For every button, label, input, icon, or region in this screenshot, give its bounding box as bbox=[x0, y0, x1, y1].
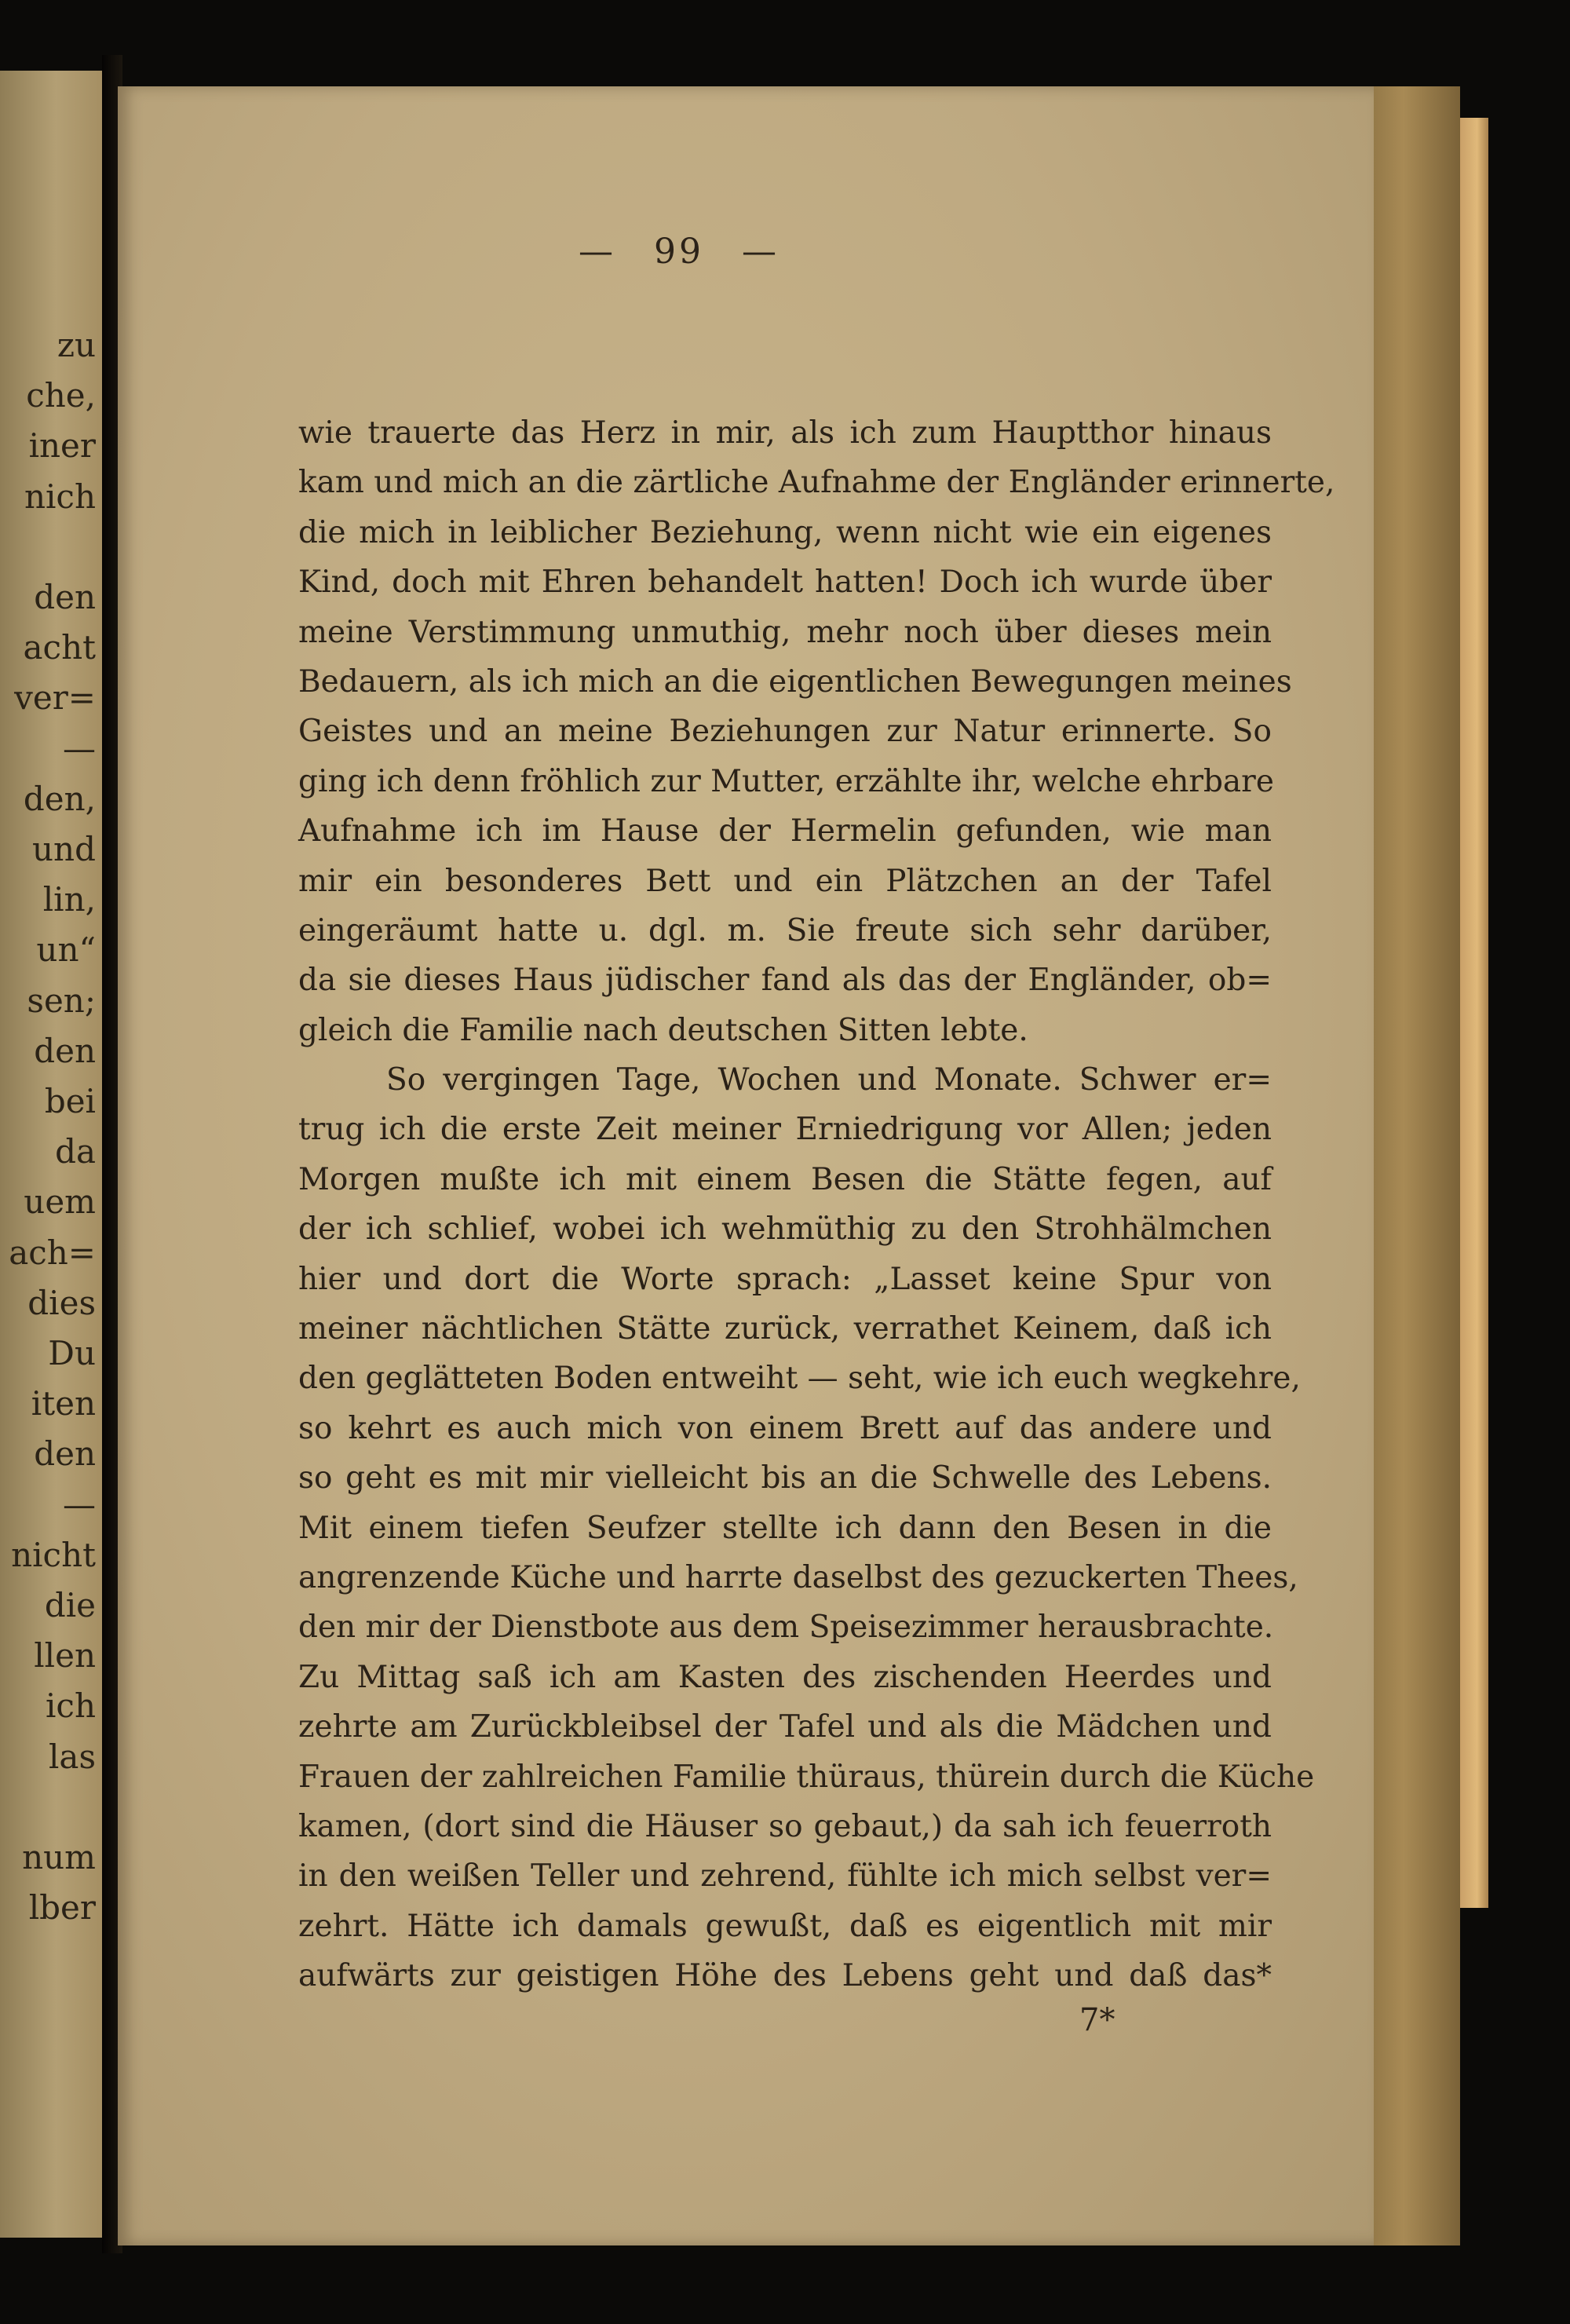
left-page-fragment: llen bbox=[34, 1636, 96, 1675]
left-page-fragment: num bbox=[22, 1838, 96, 1876]
text-line: so geht es mit mir vielleicht bis an die Schwelle des Lebens. bbox=[298, 1460, 1272, 1496]
left-page-fragment: da bbox=[55, 1132, 96, 1171]
text-line: zehrt. Hätte ich damals gewußt, daß es eigentlich mit mir bbox=[298, 1908, 1272, 1944]
left-page-fragment: iner bbox=[28, 426, 96, 466]
left-page-fragment: nich bbox=[24, 477, 96, 516]
left-page-fragment: che, bbox=[26, 376, 96, 415]
left-page-fragment: lber bbox=[28, 1888, 96, 1928]
left-page-fragment: den, bbox=[23, 779, 96, 818]
text-line: Aufnahme ich im Hause der Hermelin gefunden, wie man bbox=[298, 813, 1272, 850]
left-page-fragment: den bbox=[34, 1434, 96, 1474]
left-page-fragment: acht bbox=[23, 628, 96, 667]
text-line: Zu Mittag saß ich am Kasten des zischenden Heerdes und bbox=[298, 1659, 1272, 1695]
left-page-fragment: un“ bbox=[36, 930, 96, 970]
text-line: der ich schlief, wobei ich wehmüthig zu den Strohhälmchen bbox=[298, 1211, 1272, 1248]
text-line: Geistes und an meine Beziehungen zur Natur erinnerte. So bbox=[298, 714, 1272, 750]
page-number: 99 bbox=[654, 232, 704, 272]
text-line: meiner nächtlichen Stätte zurück, verrathet Keinem, daß ich bbox=[298, 1311, 1272, 1347]
text-line: so kehrt es auch mich von einem Brett auf das andere und bbox=[298, 1410, 1272, 1446]
page-fore-edge bbox=[1366, 86, 1460, 2245]
left-page-fragment: — bbox=[63, 1485, 96, 1524]
text-line: mir ein besonderes Bett und ein Plätzchen an der Tafel bbox=[298, 863, 1272, 899]
left-page-fragment: Du bbox=[48, 1334, 96, 1372]
text-line: wie trauerte das Herz in mir, als ich zum Hauptthor hinaus bbox=[298, 415, 1272, 451]
left-page-fragment: ach= bbox=[9, 1233, 96, 1272]
left-page-fragment: sen; bbox=[27, 981, 96, 1020]
signature-mark: 7* bbox=[1079, 2002, 1115, 2038]
left-page-fragment: las bbox=[48, 1737, 96, 1776]
text-line: in den weißen Teller und zehrend, fühlte ich mich selbst ver= bbox=[298, 1858, 1272, 1895]
left-page-fragment: dies bbox=[27, 1283, 96, 1322]
text-line: den mir der Dienstbote aus dem Speisezimmer herausbrachte. bbox=[298, 1610, 1274, 1646]
left-page-fragment: iten bbox=[31, 1384, 96, 1423]
left-page-fragment: ich bbox=[45, 1686, 96, 1726]
text-line: Morgen mußte ich mit einem Besen die Stätte fegen, auf bbox=[298, 1161, 1272, 1197]
text-line: da sie dieses Haus jüdischer fand als das der Engländer, ob= bbox=[298, 963, 1272, 999]
left-page-fragment: die bbox=[44, 1586, 96, 1624]
book-cover-edge bbox=[1460, 118, 1488, 1908]
text-line: den geglätteten Boden entweiht — seht, wie ich euch wegkehre, bbox=[298, 1361, 1301, 1397]
text-line: kam und mich an die zärtliche Aufnahme der Engländer erinnerte, bbox=[298, 465, 1335, 501]
left-page-fragment: den bbox=[34, 578, 96, 616]
text-line: Kind, doch mit Ehren behandelt hatten! Doch ich wurde über bbox=[298, 565, 1272, 601]
text-line: So vergingen Tage, Wochen und Monate. Schwer er= bbox=[386, 1062, 1272, 1098]
left-page-fragment: zu bbox=[57, 326, 96, 364]
text-line: kamen, (dort sind die Häuser so gebaut,) da sah ich feuerroth bbox=[298, 1808, 1272, 1844]
text-line: angrenzende Küche und harrte daselbst des gezuckerten Thees, bbox=[298, 1559, 1298, 1595]
text-line: meine Verstimmung unmuthig, mehr noch über dieses mein bbox=[298, 614, 1272, 650]
text-line: trug ich die erste Zeit meiner Erniedrigung vor Allen; jeden bbox=[298, 1112, 1272, 1148]
text-line: eingeräumt hatte u. dgl. m. Sie freute sich sehr darüber, bbox=[298, 912, 1272, 948]
left-page-fragment: ver= bbox=[14, 678, 96, 718]
text-line: Mit einem tiefen Seufzer stellte ich dann den Besen in die bbox=[298, 1510, 1272, 1546]
book-page bbox=[118, 86, 1374, 2245]
text-line: Bedauern, als ich mich an die eigentlichen Bewegungen meines bbox=[298, 663, 1292, 700]
text-line: gleich die Familie nach deutschen Sitten lebte. bbox=[298, 1012, 1028, 1048]
left-page-fragment: lin, bbox=[42, 880, 96, 919]
left-page-fragment: bei bbox=[44, 1082, 96, 1120]
text-line: die mich in leiblicher Beziehung, wenn nicht wie ein eigenes bbox=[298, 514, 1272, 550]
text-line: Frauen der zahlreichen Familie thüraus, thürein durch die Küche bbox=[298, 1759, 1315, 1795]
text-line: zehrte am Zurückbleibsel der Tafel und als die Mädchen und bbox=[298, 1709, 1272, 1745]
body-text bbox=[298, 408, 1335, 2001]
left-page-fragment: nicht bbox=[11, 1535, 96, 1574]
left-page-fragment: — bbox=[63, 729, 96, 768]
text-line: aufwärts zur geistigen Höhe des Lebens geht und daß das* bbox=[298, 1958, 1272, 1994]
text-line: ging ich denn fröhlich zur Mutter, erzählte ihr, welche ehrbare bbox=[298, 763, 1274, 799]
header-dash-right: — bbox=[742, 232, 780, 272]
left-page-fragment: uem bbox=[24, 1182, 96, 1222]
left-facing-page bbox=[0, 71, 102, 2238]
text-line: hier und dort die Worte sprach: „Lasset keine Spur von bbox=[298, 1261, 1272, 1297]
left-page-fragment: und bbox=[32, 830, 96, 868]
header-dash-left: — bbox=[579, 232, 616, 272]
page-header bbox=[118, 232, 1240, 272]
left-page-fragment: den bbox=[34, 1031, 96, 1070]
